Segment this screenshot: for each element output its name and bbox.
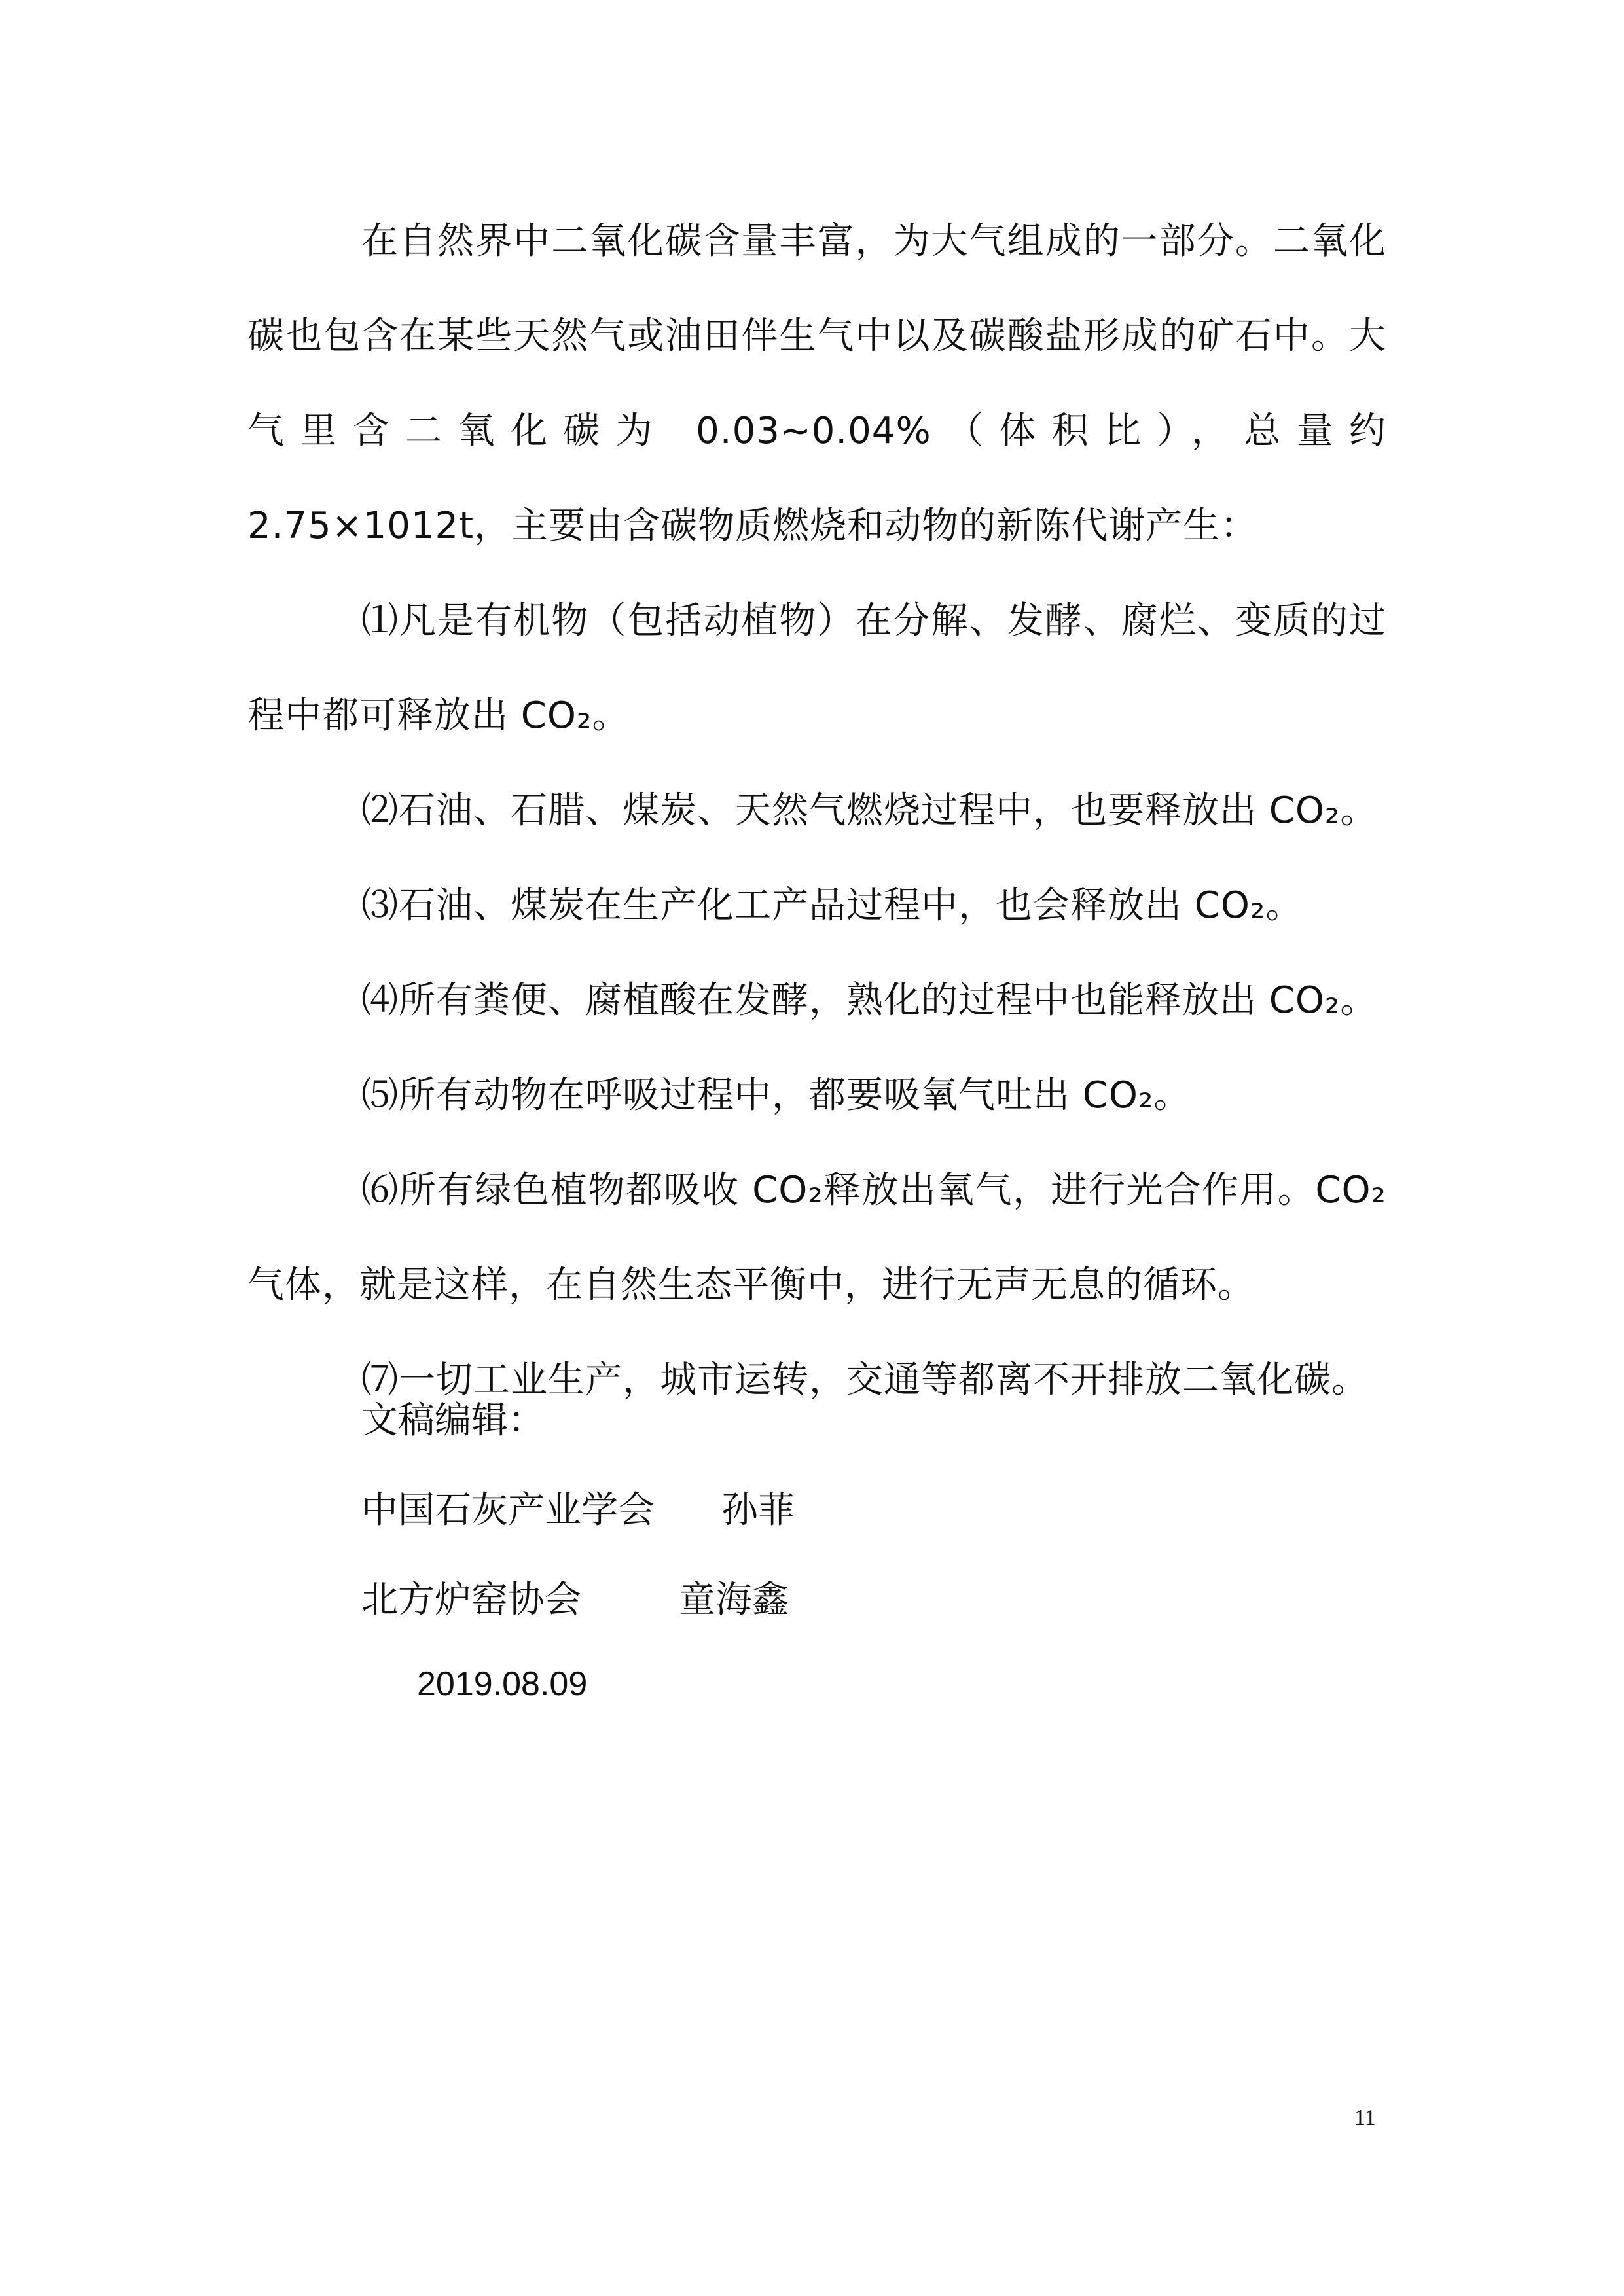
list-item-3: ⑶石油、煤炭在生产化工产品过程中，也会释放出 CO₂。 — [361, 884, 1303, 927]
editor-name: 童海鑫 — [679, 1579, 789, 1621]
body-text — [247, 194, 1386, 1427]
signoff-heading: 文稿编辑： — [361, 1399, 545, 1442]
editor-org: 北方炉窑协会 — [361, 1579, 581, 1621]
page-number: 11 — [1354, 2106, 1376, 2130]
editor-name: 孙菲 — [721, 1489, 795, 1532]
intro-paragraph: 在自然界中二氧化碳含量丰富，为大气组成的一部分。二氧化碳也包含在某些天然气或油田伴生气中以及碳酸盐形成的矿石中。大气里含二氧化碳为 0.03~0.04%（体积比），总量约 2.75×1012t，主要由含碳物质燃烧和动物的新陈代谢产生： — [247, 220, 1386, 547]
list-item-1: ⑴凡是有机物（包括动植物）在分解、发酵、腐烂、变质的过程中都可释放出 CO₂。 — [247, 600, 1386, 737]
list-item-6: ⑹所有绿色植物都吸收 CO₂释放出氧气，进行光合作用。CO₂气体，就是这样，在自然生态平衡中，进行无声无息的循环。 — [247, 1169, 1386, 1306]
editor-line-1 — [361, 1465, 1147, 1555]
list-item-2: ⑵石油、石腊、煤炭、天然气燃烧过程中，也要释放出 CO₂。 — [361, 789, 1378, 832]
editor-org: 中国石灰产业学会 — [361, 1489, 655, 1532]
signoff-date: 2019.08.09 — [417, 1665, 588, 1703]
list-item-4: ⑷所有粪便、腐植酸在发酵，熟化的过程中也能释放出 CO₂。 — [361, 979, 1378, 1022]
editor-line-2 — [361, 1555, 1147, 1645]
list-item-7: ⑺一切工业生产，城市运转，交通等都离不开排放二氧化碳。 — [361, 1359, 1369, 1401]
list-item-5: ⑸所有动物在呼吸过程中，都要吸氧气吐出 CO₂。 — [361, 1074, 1191, 1117]
editor-signoff — [361, 1376, 1147, 1645]
